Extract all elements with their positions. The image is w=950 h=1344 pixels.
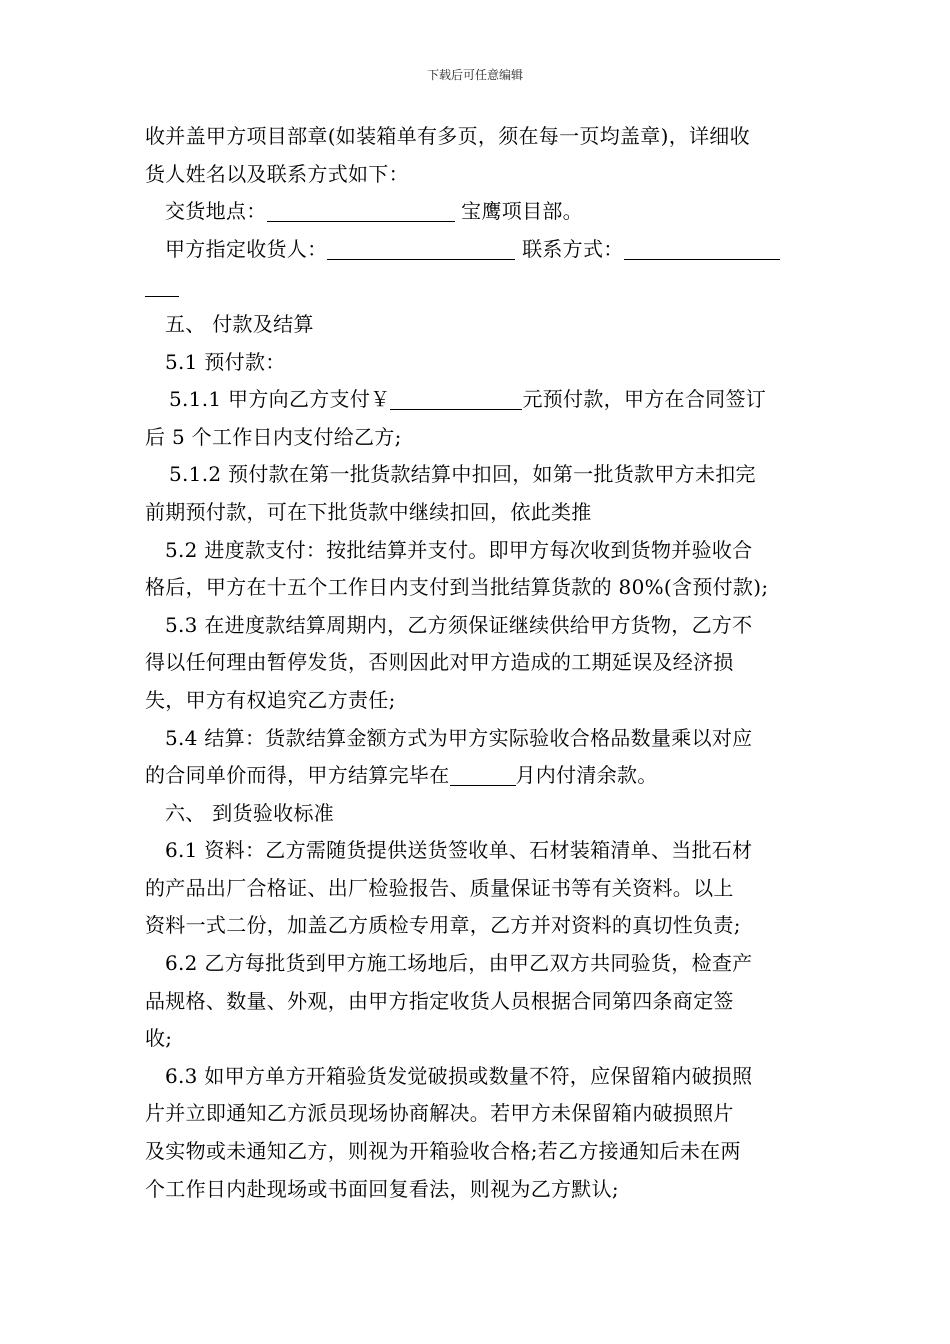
delivery-location-label: 交货地点： (165, 199, 267, 224)
text-line: 及实物或未通知乙方，则视为开箱验收合格;若乙方接通知后未在两 (145, 1139, 741, 1164)
clause-6-1: 6.1 资料：乙方需随货提供送货签收单、石材装箱清单、当批石材 (165, 838, 753, 863)
settlement-suffix: 月内付清余款。 (515, 763, 658, 788)
text-line: 个工作日内赴现场或书面回复看法，则视为乙方默认; (145, 1176, 619, 1201)
text-line: 货人姓名以及联系方式如下： (145, 161, 409, 186)
clause-5-1-1 (145, 381, 807, 419)
text-line: 收并盖甲方项目部章(如装箱单有多页，须在每一页均盖章)，详细收 (145, 124, 750, 148)
clause-5-1: 5.1 预付款： (165, 349, 286, 374)
text-line: 收; (145, 1026, 173, 1051)
prepayment-amount-blank (390, 387, 522, 410)
delivery-location-blank (267, 199, 455, 222)
text-line: 的产品出厂合格证、出厂检验报告、质量保证书等有关资料。以上 (145, 875, 734, 900)
text-line: 资料一式二份，加盖乙方质检专用章，乙方并对资料的真切性负责; (145, 913, 741, 938)
delivery-location-line (145, 193, 807, 231)
clause-5-2: 5.2 进度款支付：按批结算并支付。即甲方每次收到货物并验收合 (165, 537, 753, 562)
clause-5-1-2: 5.1.2 预付款在第一批货款结算中扣回，如第一批货款甲方未扣完 (169, 462, 756, 487)
receiver-label: 甲方指定收货人： (165, 236, 328, 261)
receiver-line (145, 231, 807, 269)
prepayment-suffix: 元预付款，甲方在合同签订 (522, 387, 767, 412)
text-line: 格后，甲方在十五个工作日内支付到当批结算货款的 80%(含预付款); (145, 575, 769, 600)
contact-blank-continuation (145, 268, 807, 306)
receiver-blank (327, 237, 515, 260)
clause-5-4: 5.4 结算：货款结算金额方式为甲方实际验收合格品数量乘以对应 (165, 725, 753, 750)
clause-6-3: 6.3 如甲方单方开箱验货发觉破损或数量不符，应保留箱内破损照 (165, 1063, 753, 1088)
page-header-note: 下载后可任意编辑 (426, 68, 523, 82)
contract-body (145, 118, 807, 1208)
text-line: 得以任何理由暂停发货，否则因此对甲方造成的工期延误及经济损 (145, 650, 734, 675)
text-line: 后 5 个工作日内支付给乙方; (145, 424, 402, 449)
settlement-line (145, 757, 807, 795)
clause-5-3: 5.3 在进度款结算周期内，乙方须保证继续供给甲方货物，乙方不 (165, 612, 753, 637)
clause-6-2: 6.2 乙方每批货到甲方施工场地后，由甲乙双方共同验货，检查产 (165, 951, 753, 976)
text-line: 片并立即通知乙方派员现场协商解决。若甲方未保留箱内破损照片 (145, 1101, 734, 1126)
text-line: 失，甲方有权追究乙方责任; (145, 687, 396, 712)
section-heading-6: 六、 到货验收标准 (165, 800, 335, 825)
delivery-location-suffix: 宝鹰项目部。 (461, 199, 583, 224)
contact-label: 联系方式： (522, 236, 624, 261)
contact-blank-tail (145, 274, 179, 297)
text-line: 品规格、数量、外观，由甲方指定收货人员根据合同第四条商定签 (145, 988, 734, 1013)
prepayment-label: 5.1.1 甲方向乙方支付￥ (169, 387, 391, 412)
section-heading-5: 五、 付款及结算 (165, 311, 314, 336)
contact-blank (624, 237, 780, 260)
settlement-month-blank (450, 763, 516, 786)
text-line: 前期预付款，可在下批货款中继续扣回，依此类推 (145, 499, 592, 524)
settlement-text: 的合同单价而得，甲方结算完毕在 (145, 763, 450, 788)
